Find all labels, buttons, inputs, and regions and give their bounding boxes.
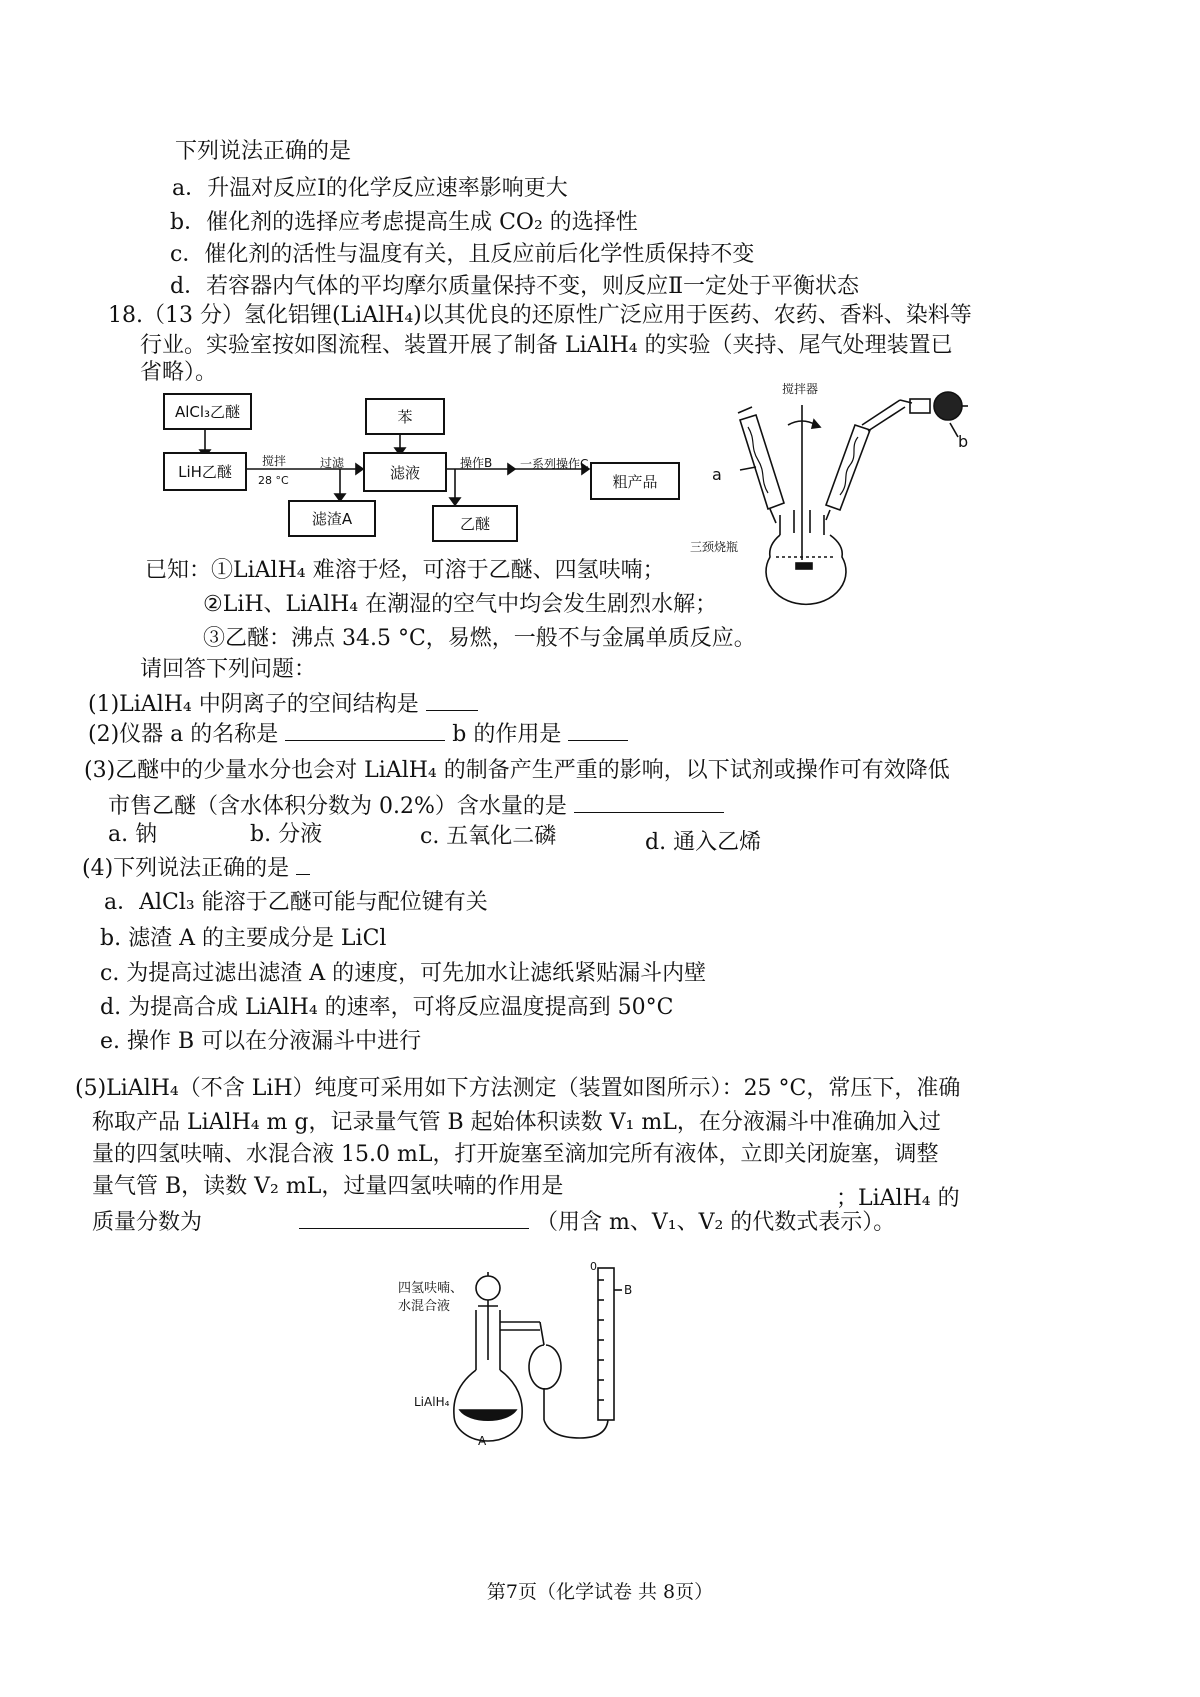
- flow-box-residue: 滤渣A: [288, 500, 376, 537]
- label-zero: 0: [590, 1260, 597, 1273]
- gas-apparatus-drawing: [440, 1260, 700, 1460]
- part1: [88, 688, 478, 720]
- part4-option-b: b. 滤渣 A 的主要成分是 LiCl: [100, 926, 387, 951]
- known-1: 已知：①LiAlH₄ 难溶于烃，可溶于乙醚、四氢呋喃；: [145, 558, 665, 583]
- flow-box-crude: 粗产品: [590, 462, 680, 500]
- part4-text: (4)下列说法正确的是: [82, 856, 290, 881]
- part5-line3: 量的四氢呋喃、水混合液 15.0 mL，打开旋塞至滴加完所有液体，立即关闭旋塞，调整: [92, 1142, 939, 1167]
- q18-intro-line3: 省略）。: [140, 360, 218, 385]
- q17-option-a: a．升温对反应Ⅰ的化学反应速率影响更大: [172, 176, 568, 201]
- part2-blank-a[interactable]: [285, 718, 445, 741]
- part5-line4: 量气管 B，读数 V₂ mL，过量四氢呋喃的作用是: [92, 1174, 564, 1199]
- flow-arrows: [0, 0, 700, 200]
- part4-blank[interactable]: [296, 852, 310, 875]
- label-water-mix: 水混合液: [398, 1299, 451, 1314]
- page-footer: 第7页（化学试卷 共 8页）: [486, 1581, 714, 1603]
- q18-intro-line1: 18.（13 分）氢化铝锂(LiAlH₄)以其优良的还原性广泛应用于医药、农药、香料、染料等: [108, 303, 972, 328]
- flow-box-ether: 乙醚: [432, 505, 518, 542]
- part3-option-d: d. 通入乙烯: [645, 830, 762, 855]
- flow-box-filtrate: 滤液: [363, 452, 447, 492]
- part3-line1: (3)乙醚中的少量水分也会对 LiAlH₄ 的制备产生严重的影响，以下试剂或操作可有效降低: [84, 758, 950, 783]
- flow-box-lih-ether: LiH乙醚: [163, 452, 247, 491]
- part5-line1: (5)LiAlH₄（不含 LiH）纯度可采用如下方法测定（装置如图所示）：25 °C，常压下，准确: [75, 1076, 961, 1101]
- q17-option-d: d．若容器内气体的平均摩尔质量保持不变，则反应Ⅱ一定处于平衡状态: [170, 274, 860, 299]
- part5-line2: 称取产品 LiAlH₄ m g，记录量气管 B 起始体积读数 V₁ mL，在分液漏斗中准确加入过: [92, 1110, 941, 1135]
- flow-label-opB: 操作B: [460, 456, 493, 470]
- label-thf: 四氢呋喃、: [398, 1281, 464, 1296]
- part5-line4-end: ；LiAlH₄ 的: [836, 1186, 960, 1211]
- part3-option-b: b. 分液: [250, 822, 323, 847]
- ask-heading: 请回答下列问题：: [140, 657, 317, 682]
- label-stirrer: 搅拌器: [782, 382, 819, 396]
- part5-blank[interactable]: [299, 1206, 529, 1229]
- q17-prompt: 下列说法正确的是: [175, 139, 352, 164]
- label-lialh4: LiAlH₄: [414, 1395, 450, 1409]
- part4-option-a: a．AlCl₃ 能溶于乙醚可能与配位键有关: [104, 890, 488, 915]
- label-A: A: [478, 1434, 487, 1448]
- part3-text: 市售乙醚（含水体积分数为 0.2%）含水量的是: [108, 794, 567, 819]
- known-3: ③乙醚：沸点 34.5 °C，易燃，一般不与金属单质反应。: [203, 626, 756, 651]
- part1-text: (1)LiAlH₄ 中阴离子的空间结构是: [88, 692, 419, 717]
- part1-blank[interactable]: [426, 688, 478, 711]
- flow-label-stir: 搅拌: [262, 454, 287, 468]
- part3-option-c: c. 五氧化二磷: [420, 824, 557, 849]
- label-instrument-b: b: [958, 432, 969, 451]
- part5-text-b: （用含 m、V₁、V₂ 的代数式表示）。: [536, 1210, 896, 1235]
- part2-text-a: (2)仪器 a 的名称是: [88, 722, 279, 747]
- part4-option-e: e. 操作 B 可以在分液漏斗中进行: [100, 1029, 422, 1054]
- label-instrument-a: a: [712, 465, 722, 484]
- label-three-neck-flask: 三颈烧瓶: [690, 540, 739, 554]
- apparatus-drawing: [700, 385, 1000, 585]
- flow-label-filter: 过滤: [320, 456, 345, 470]
- part2-text-b: b 的作用是: [452, 722, 562, 747]
- flow-box-alcl3-ether: AlCl₃乙醚: [163, 393, 252, 430]
- part5-line5: [92, 1206, 895, 1238]
- flow-label-temp: 28 °C: [258, 474, 289, 487]
- part4: [82, 852, 310, 884]
- label-B: B: [624, 1283, 633, 1297]
- part3-option-a: a. 钠: [108, 822, 158, 847]
- part3-blank[interactable]: [574, 790, 724, 813]
- part4-option-d: d. 为提高合成 LiAlH₄ 的速率，可将反应温度提高到 50°C: [100, 995, 674, 1020]
- part5-text-a: 质量分数为: [92, 1210, 203, 1235]
- flow-box-benzene: 苯: [365, 398, 445, 435]
- part3-line2: [108, 790, 724, 822]
- flow-label-opC: 一系列操作C: [520, 457, 589, 471]
- q17-option-c: c．催化剂的活性与温度有关，且反应前后化学性质保持不变: [170, 242, 755, 267]
- part2-blank-b[interactable]: [568, 718, 628, 741]
- q17-option-b: b．催化剂的选择应考虑提高生成 CO₂ 的选择性: [170, 210, 638, 235]
- part2: [88, 718, 628, 750]
- q18-intro-line2: 行业。实验室按如图流程、装置开展了制备 LiAlH₄ 的实验（夹持、尾气处理装置已: [140, 333, 953, 358]
- known-2: ②LiH、LiAlH₄ 在潮湿的空气中均会发生剧烈水解；: [203, 592, 718, 617]
- part4-option-c: c. 为提高过滤出滤渣 A 的速度，可先加水让滤纸紧贴漏斗内壁: [100, 961, 707, 986]
